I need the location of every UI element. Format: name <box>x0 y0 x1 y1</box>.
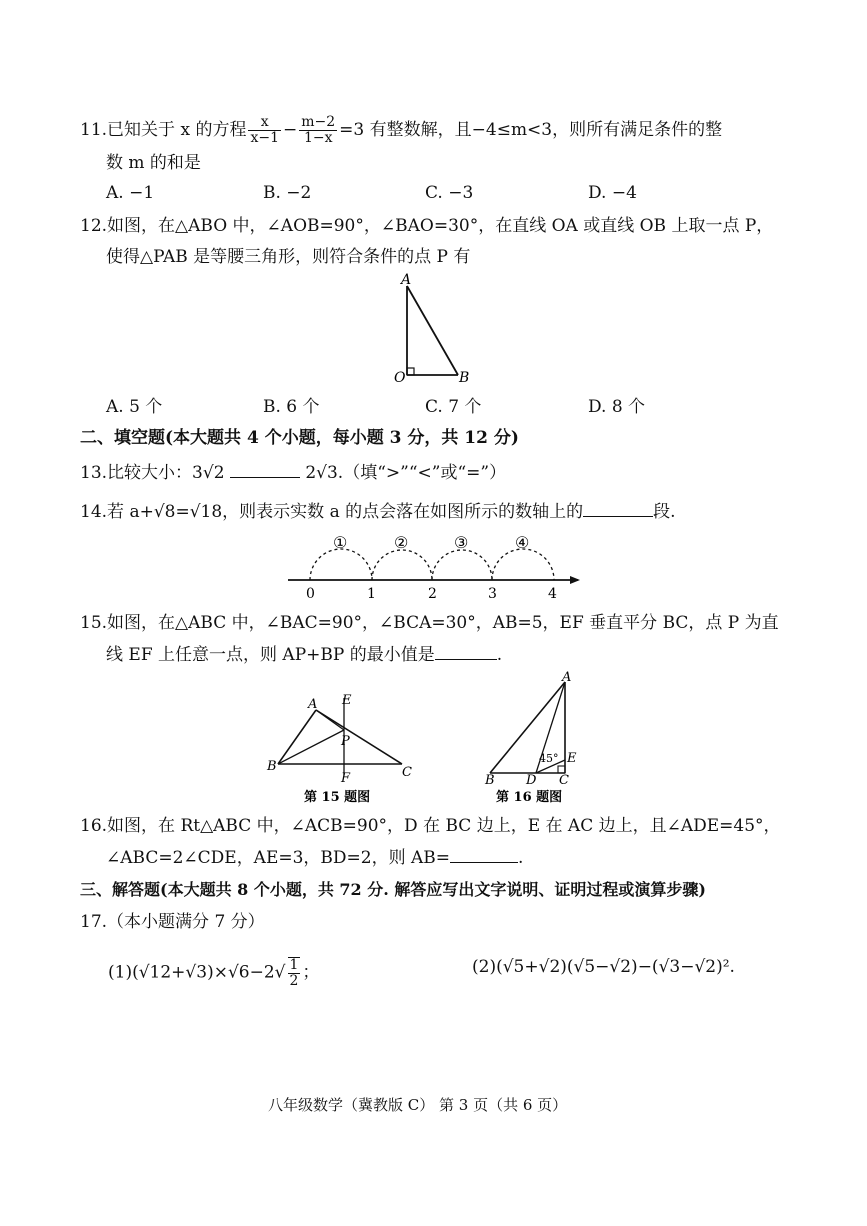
q11-option-a: A. −1 <box>106 183 155 203</box>
q14-segment-3: ③ <box>454 533 469 552</box>
q12-label-b: B <box>459 370 470 386</box>
q14-text-b: 段. <box>653 502 676 522</box>
q12-figure <box>385 272 485 387</box>
q14-arc-2 <box>372 550 432 580</box>
q16-label-a: A <box>562 670 572 685</box>
q14-text-a: 若 a+√8=√18，则表示实数 a 的点会落在如图所示的数轴上的 <box>107 502 584 522</box>
q16-right-angle-mark <box>558 766 565 773</box>
q12-right-angle-mark <box>407 368 414 375</box>
q16-answer-blank <box>450 848 518 863</box>
q12-option-b: B. 6 个 <box>263 397 320 417</box>
q12-label-a: A <box>401 272 412 288</box>
q14-number-line <box>280 530 590 600</box>
q15-side-ab <box>278 710 316 764</box>
q14-tick-0: 0 <box>306 586 315 600</box>
q15-side-ac <box>316 710 402 764</box>
q11-line2: 数 m 的和是 <box>106 153 201 173</box>
q15-caption: 第 15 题图 <box>304 790 371 805</box>
q17-title: 17.（本小题满分 7 分） <box>80 912 265 932</box>
q15-text-2b: . <box>496 645 503 665</box>
q14-arc-3 <box>432 550 492 580</box>
page-footer: 八年级数学（冀教版 C） 第 3 页（共 6 页） <box>268 1096 568 1114</box>
q16-label-d: D <box>526 773 537 788</box>
q11-text-b: =3 有整数解，且−4≤m<3，则所有满足条件的整 <box>339 120 723 140</box>
q14-segment-2: ② <box>394 533 409 552</box>
q16-text-2a: ∠ABC=2∠CDE，AE=3，BD=2，则 AB= <box>106 848 451 868</box>
q14-answer-blank <box>583 502 653 517</box>
q11-fraction-2 <box>299 115 337 146</box>
q16-label-angle: 45° <box>539 752 559 765</box>
q15-segment-ap <box>316 710 344 730</box>
q13-answer-blank <box>230 463 300 478</box>
q15-text-2a: 线 EF 上任意一点，则 AP+BP 的最小值是 <box>106 645 435 665</box>
q14-arc-1 <box>310 549 372 580</box>
q11-number: 11. <box>80 120 108 140</box>
q15-label-c: C <box>402 765 412 780</box>
q16-label-b: B <box>485 773 495 788</box>
q15-label-f: F <box>341 771 351 786</box>
q12-side-ab <box>407 286 458 375</box>
q16-caption: 第 16 题图 <box>496 790 563 805</box>
q13-number: 13. <box>80 463 108 483</box>
q14-line <box>80 502 676 522</box>
q15-number: 15. <box>80 613 108 633</box>
q11-frac2-numerator: m−2 <box>301 114 336 130</box>
q12-label-o: O <box>394 370 406 386</box>
q17-part2: (2)(√5+√2)(√5−√2)−(√3−√2)². <box>472 957 735 977</box>
q14-number: 14. <box>80 502 108 522</box>
q15-label-b: B <box>267 759 277 774</box>
q11-text-a: 已知关于 x 的方程 <box>107 120 247 140</box>
q17-part1-fraction <box>288 957 301 989</box>
q15-line1 <box>80 613 779 633</box>
q16-number: 16. <box>80 816 108 836</box>
q11-fraction-1 <box>248 115 281 146</box>
q14-tick-2: 2 <box>428 586 437 600</box>
q15-label-p: P <box>341 734 350 749</box>
q16-label-c: C <box>559 773 569 788</box>
q17-part1-sqrt-sign: √ <box>274 962 286 983</box>
q13-text-a: 比较大小：3√2 <box>107 463 225 483</box>
q12-line1 <box>80 216 773 236</box>
q12-option-c: C. 7 个 <box>425 397 482 417</box>
section2-heading: 二、填空题(本大题共 4 个小题，每小题 3 分，共 12 分) <box>80 428 519 448</box>
q17-part1 <box>108 957 319 989</box>
q13-text-b: 2√3.（填“>”“<”或“=”） <box>305 463 507 483</box>
q17-part1-text-a: (1)(√12+√3)×√6−2 <box>108 962 275 983</box>
q11-option-d: D. −4 <box>588 183 637 203</box>
q15-segment-bp <box>278 730 344 764</box>
q15-label-e: E <box>342 693 352 708</box>
q15-label-a: A <box>308 697 318 712</box>
q14-axis-arrow <box>570 576 580 584</box>
q17-part1-denominator: 2 <box>289 973 299 989</box>
q11-line1 <box>80 115 722 146</box>
q11-option-c: C. −3 <box>425 183 474 203</box>
q14-tick-1: 1 <box>367 586 376 600</box>
q12-number: 12. <box>80 216 108 236</box>
q11-frac2-denominator: 1−x <box>303 130 333 146</box>
q15-figure <box>262 690 422 805</box>
q15-answer-blank <box>435 645 497 660</box>
q16-label-e: E <box>567 751 577 766</box>
q11-frac1-denominator: x−1 <box>250 130 279 146</box>
q13-line <box>80 463 506 483</box>
q14-segment-1: ① <box>333 533 348 552</box>
q14-segment-4: ④ <box>515 533 530 552</box>
q14-tick-4: 4 <box>548 586 557 600</box>
q16-line1 <box>80 816 781 836</box>
q12-option-a: A. 5 个 <box>106 397 163 417</box>
q11-frac1-numerator: x <box>248 115 281 131</box>
q12-text-1: 如图，在△ABO 中，∠AOB=90°，∠BAO=30°，在直线 OA 或直线 OB 上取一点 P， <box>107 216 774 236</box>
q12-option-d: D. 8 个 <box>588 397 646 417</box>
section3-heading: 三、解答题(本大题共 8 个小题，共 72 分. 解答应写出文字说明、证明过程或演算步骤) <box>80 880 706 899</box>
q14-arc-4 <box>492 549 554 580</box>
q17-part1-text-b: ； <box>302 962 320 983</box>
q16-text-1: 如图，在 Rt△ABC 中，∠ACB=90°，D 在 BC 边上，E 在 AC 边上，且∠ADE=45°， <box>107 816 781 836</box>
q15-text-1: 如图，在△ABC 中，∠BAC=90°，∠BCA=30°，AB=5，EF 垂直平分 BC，点 P 为直 <box>107 613 779 633</box>
q16-text-2b: . <box>518 848 524 868</box>
q16-figure <box>480 670 600 807</box>
q12-line2: 使得△PAB 是等腰三角形，则符合条件的点 P 有 <box>106 247 471 267</box>
q15-line2 <box>106 645 502 665</box>
q17-part1-numerator: 1 <box>289 957 299 973</box>
q14-tick-3: 3 <box>488 586 497 600</box>
q11-option-b: B. −2 <box>263 183 312 203</box>
q11-minus: − <box>283 120 298 140</box>
q16-line2 <box>106 848 523 868</box>
